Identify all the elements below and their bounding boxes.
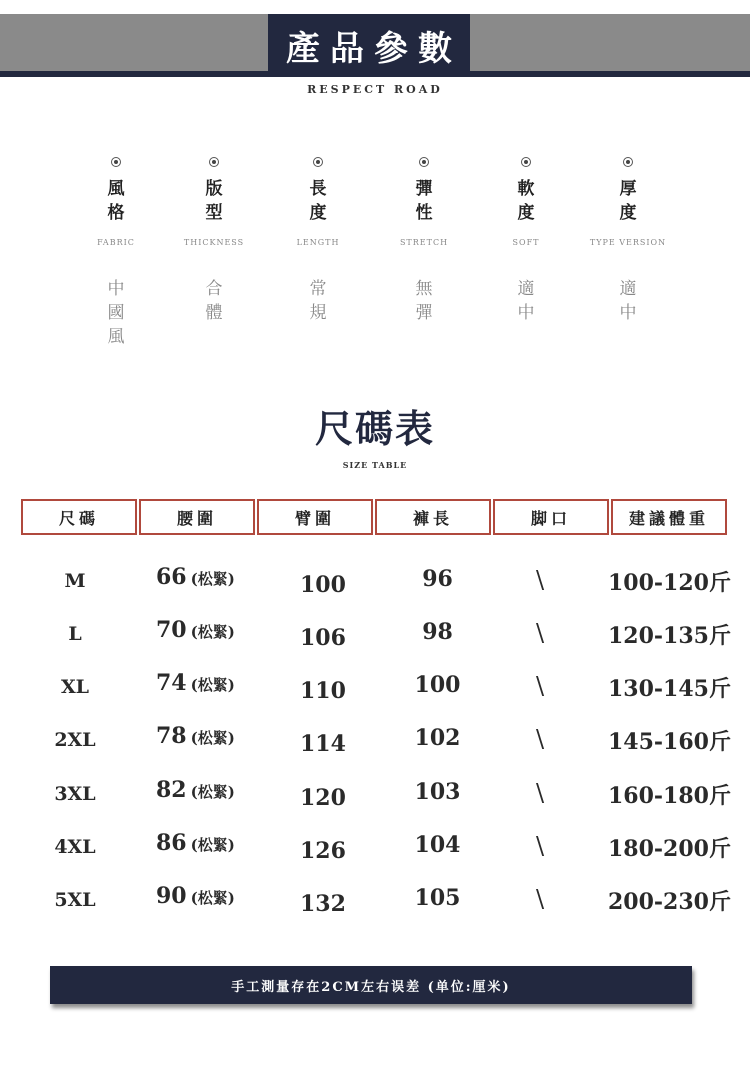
cell-cuff: \: [535, 725, 545, 753]
param-value: 無彈: [415, 279, 433, 323]
cell-waist-value: 74: [156, 670, 187, 696]
param-name: 風格: [107, 179, 125, 223]
table-row: [0, 562, 750, 602]
cell-length: 105: [414, 885, 461, 911]
cell-size: L: [68, 623, 82, 645]
cell-length: 100: [414, 672, 461, 698]
cell-length: 102: [414, 725, 461, 751]
header-cell-weight: 建議體重: [611, 499, 727, 535]
table-row: [0, 721, 750, 761]
cell-arm: 126: [300, 838, 346, 864]
cell-cuff: \: [535, 779, 545, 807]
header-cell-arm: 臂圍: [257, 499, 373, 535]
size-table-title: 尺碼表: [314, 406, 435, 451]
cell-length: 96: [422, 566, 453, 592]
cell-arm: 132: [300, 891, 346, 917]
param-english-label: LENGTH: [296, 238, 340, 247]
cell-waist: [156, 670, 235, 696]
table-row: [0, 615, 750, 655]
param-value: 常規: [309, 279, 327, 323]
cell-waist: [156, 723, 235, 749]
param-english-label: STRETCH: [399, 238, 449, 247]
radio-dot-icon: [623, 157, 633, 167]
cell-length: 98: [422, 619, 453, 645]
header-title-box: [268, 14, 470, 76]
cell-weight: 130-145斤: [608, 676, 731, 702]
param-name: 長度: [309, 179, 327, 223]
param-value: 合體: [205, 279, 223, 323]
cell-weight: 120-135斤: [608, 623, 731, 649]
cell-arm: 120: [300, 785, 346, 811]
cell-waist-value: 70: [156, 617, 187, 643]
param-value: 適中: [517, 279, 535, 323]
param-name: 版型: [205, 179, 223, 223]
cell-length: 103: [414, 779, 461, 805]
cell-weight: 100-120斤: [608, 570, 731, 596]
measurement-note: 手工測量存在2CM左右误差 (单位:厘米): [231, 979, 511, 995]
cell-size: 3XL: [54, 783, 96, 805]
cell-size: 5XL: [54, 889, 96, 911]
cell-weight: 180-200斤: [608, 836, 731, 862]
cell-weight: 145-160斤: [608, 729, 731, 755]
param-name: 彈性: [415, 179, 433, 223]
cell-cuff: \: [535, 885, 545, 913]
table-row: [0, 828, 750, 868]
radio-dot-icon: [111, 157, 121, 167]
header-cell-cuff: 脚口: [493, 499, 609, 535]
radio-dot-icon: [521, 157, 531, 167]
header-cell-size: 尺碼: [21, 499, 137, 535]
cell-waist: [156, 830, 235, 856]
cell-waist-value: 78: [156, 723, 187, 749]
cell-size: M: [64, 570, 86, 592]
param-value: 適中: [619, 279, 637, 323]
radio-dot-icon: [313, 157, 323, 167]
cell-arm: 106: [300, 625, 346, 651]
cell-waist-value: 82: [156, 777, 187, 803]
cell-weight: 200-230斤: [608, 889, 731, 915]
measurement-note-banner: [50, 966, 692, 1004]
size-table-subtitle: SIZE TABLE: [342, 460, 408, 470]
cell-waist-note: (松緊): [190, 729, 235, 747]
param-english-label: SOFT: [512, 238, 540, 247]
cell-weight: 160-180斤: [608, 783, 731, 809]
cell-waist-note: (松緊): [190, 783, 235, 801]
cell-waist-note: (松緊): [190, 889, 235, 907]
cell-waist: [156, 564, 235, 590]
param-column-fit: [154, 152, 274, 325]
cell-waist-note: (松緊): [190, 676, 235, 694]
cell-waist-value: 86: [156, 830, 187, 856]
param-value: 中國風: [107, 279, 125, 347]
table-row: [0, 775, 750, 815]
cell-arm: 114: [300, 731, 346, 757]
param-english-label: THICKNESS: [183, 238, 245, 247]
cell-size: 4XL: [54, 836, 96, 858]
param-name: 厚度: [619, 179, 637, 223]
param-english-label: FABRIC: [97, 238, 135, 247]
page-title: 產品參數: [286, 28, 462, 69]
cell-waist: [156, 777, 235, 803]
cell-cuff: \: [535, 832, 545, 860]
cell-size: XL: [60, 676, 90, 698]
cell-waist-note: (松緊): [190, 623, 235, 641]
table-row: [0, 668, 750, 708]
param-column-length: [258, 152, 378, 325]
header-cell-length: 褲長: [375, 499, 491, 535]
cell-waist-note: (松緊): [190, 836, 235, 854]
table-row: [0, 881, 750, 921]
cell-size: 2XL: [54, 729, 96, 751]
param-column-thickness: [568, 152, 688, 325]
page-subtitle: RESPECT ROAD: [307, 83, 443, 96]
cell-length: 104: [414, 832, 461, 858]
cell-cuff: \: [535, 566, 545, 594]
cell-waist-value: 66: [156, 564, 187, 590]
cell-waist-note: (松緊): [190, 570, 235, 588]
param-english-label: TYPE VERSION: [589, 238, 667, 247]
radio-dot-icon: [419, 157, 429, 167]
cell-arm: 110: [300, 678, 346, 704]
param-name: 軟度: [517, 179, 535, 223]
cell-arm: 100: [300, 572, 346, 598]
cell-waist: [156, 617, 235, 643]
cell-cuff: \: [535, 672, 545, 700]
cell-cuff: \: [535, 619, 545, 647]
cell-waist: [156, 883, 235, 909]
cell-waist-value: 90: [156, 883, 187, 909]
header-cell-waist: 腰圍: [139, 499, 255, 535]
radio-dot-icon: [209, 157, 219, 167]
